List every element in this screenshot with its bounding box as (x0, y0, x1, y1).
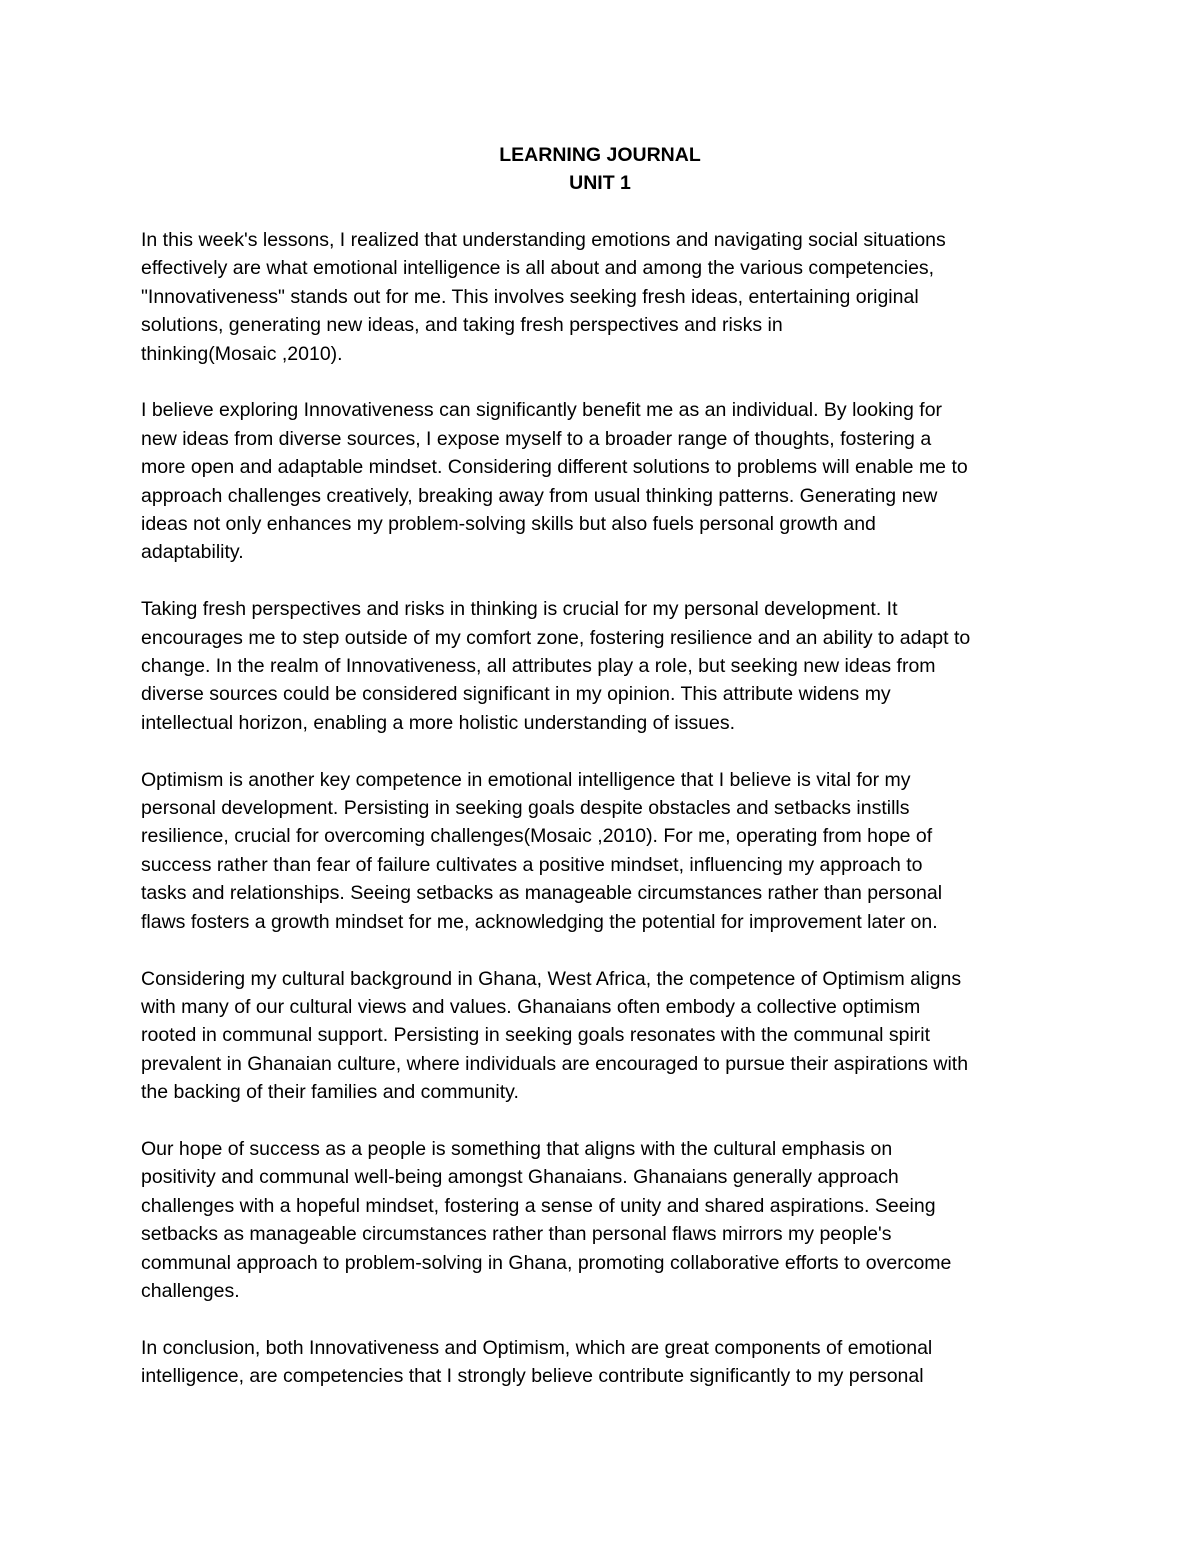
text-line: new ideas from diverse sources, I expose myself to a broader range of thoughts, fostering a (141, 427, 932, 450)
document-title: LEARNING JOURNAL (499, 144, 701, 166)
text-line: In conclusion, both Innovativeness and Optimism, which are great components of emotional (141, 1336, 933, 1359)
document-subtitle: UNIT 1 (569, 172, 631, 194)
document-body (141, 226, 1071, 1419)
paragraph (141, 226, 1071, 368)
text-line: "Innovativeness" stands out for me. This involves seeking fresh ideas, entertaining original (141, 285, 919, 308)
text-line: change. In the realm of Innovativeness, all attributes play a role, but seeking new ideas from (141, 655, 936, 678)
text-line: prevalent in Ghanaian culture, where individuals are encouraged to pursue their aspirations with (141, 1052, 969, 1075)
text-line: I believe exploring Innovativeness can significantly benefit me as an individual. By looking for (141, 399, 943, 422)
paragraph (141, 965, 1071, 1107)
text-line: tasks and relationships. Seeing setbacks as manageable circumstances rather than personal (141, 882, 943, 905)
text-line: intelligence, are competencies that I strongly believe contribute significantly to my personal (141, 1365, 924, 1388)
text-line: challenges with a hopeful mindset, fostering a sense of unity and shared aspirations. Seeing (141, 1194, 936, 1217)
text-line: intellectual horizon, enabling a more holistic understanding of issues. (141, 711, 736, 734)
text-line: success rather than fear of failure cultivates a positive mindset, influencing my approach to (141, 853, 923, 876)
text-line: encourages me to step outside of my comfort zone, fostering resilience and an ability to adapt to (141, 626, 971, 649)
text-line: rooted in communal support. Persisting in seeking goals resonates with the communal spirit (141, 1024, 931, 1047)
paragraph (141, 1135, 1071, 1305)
text-line: approach challenges creatively, breaking away from usual thinking patterns. Generating new (141, 484, 938, 507)
text-line: adaptability. (141, 541, 244, 564)
paragraph (141, 1334, 1071, 1391)
text-line: diverse sources could be considered significant in my opinion. This attribute widens my (141, 683, 891, 706)
text-line: communal approach to problem-solving in Ghana, promoting collaborative efforts to overcome (141, 1251, 952, 1274)
text-line: Taking fresh perspectives and risks in thinking is crucial for my personal development. It (141, 598, 898, 621)
text-line: the backing of their families and community. (141, 1081, 519, 1104)
text-line: setbacks as manageable circumstances rather than personal flaws mirrors my people's (141, 1223, 892, 1246)
text-line: Our hope of success as a people is something that aligns with the cultural emphasis on (141, 1137, 893, 1160)
text-line: In this week's lessons, I realized that understanding emotions and navigating social situations (141, 229, 946, 251)
text-line: Optimism is another key competence in emotional intelligence that I believe is vital for my (141, 768, 911, 791)
text-line: Considering my cultural background in Ghana, West Africa, the competence of Optimism aligns (141, 967, 962, 990)
paragraph (141, 595, 1071, 737)
text-line: ideas not only enhances my problem-solving skills but also fuels personal growth and (141, 513, 876, 536)
paragraph (141, 396, 1071, 566)
text-line: thinking(Mosaic ,2010). (141, 342, 343, 365)
text-line: personal development. Persisting in seeking goals despite obstacles and setbacks instills (141, 797, 910, 820)
text-line: with many of our cultural views and values. Ghanaians often embody a collective optimism (141, 995, 921, 1018)
text-line: solutions, generating new ideas, and taking fresh perspectives and risks in (141, 314, 783, 337)
paragraph (141, 766, 1071, 936)
text-line: challenges. (141, 1279, 240, 1302)
text-line: positivity and communal well-being amongst Ghanaians. Ghanaians generally approach (141, 1166, 899, 1189)
text-line: more open and adaptable mindset. Considering different solutions to problems will enable me to (141, 456, 968, 479)
text-line: flaws fosters a growth mindset for me, acknowledging the potential for improvement later on. (141, 910, 938, 933)
text-line: effectively are what emotional intelligence is all about and among the various competencies, (141, 257, 935, 280)
text-line: resilience, crucial for overcoming challenges(Mosaic ,2010). For me, operating from hope of (141, 825, 933, 848)
